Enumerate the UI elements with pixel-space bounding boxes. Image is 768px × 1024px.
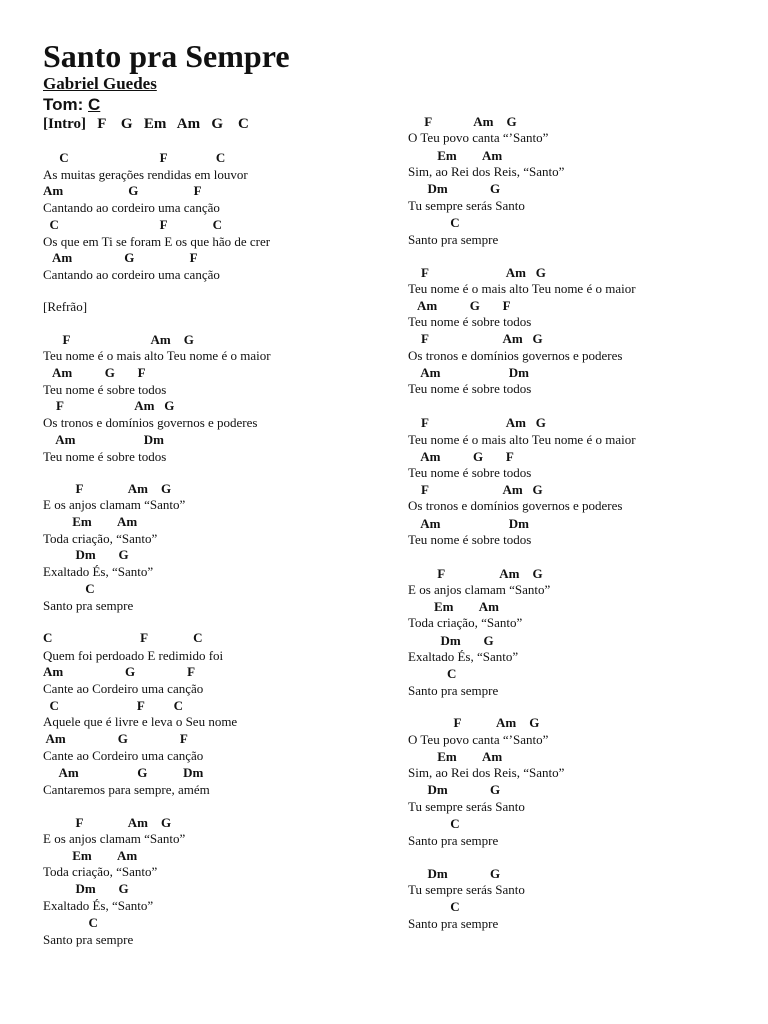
chord-line: Am G F [408,449,514,464]
key-label: Tom: [43,95,89,114]
chord-line: Am G F [43,731,188,746]
lyric-line: Os tronos e domínios governos e poderes [408,498,623,513]
lyric-line: Exaltado És, “Santo” [43,564,154,579]
chord-line: C [408,816,460,831]
chord-line: Dm G [408,782,501,797]
chord-line: C F C [43,150,226,165]
intro-line: [Intro] F G Em Am G C [43,116,249,132]
chord-line: C [408,899,460,914]
lyric-line: E os anjos clamam “Santo” [408,582,551,597]
chord-line: Em Am [408,749,503,764]
chord-line: Em Am [43,848,138,863]
lyric-line: E os anjos clamam “Santo” [43,497,186,512]
chord-line: Dm G [43,547,129,562]
lyric-line: Sim, ao Rei dos Reis, “Santo” [408,164,565,179]
artist-name: Gabriel Guedes [43,74,157,93]
lyric-line: Tu sempre serás Santo [408,198,525,213]
chord-line: F Am G [408,566,543,581]
key-line [43,95,100,115]
lyric-line: Cante ao Cordeiro uma canção [43,748,204,763]
lyric-line: Santo pra sempre [43,932,134,947]
lyric-line: [Refrão] [43,299,88,314]
chord-line: F Am G [408,715,540,730]
chord-line: Am Dm [408,365,529,380]
lyric-line: O Teu povo canta “’Santo” [408,130,549,145]
chord-line: F Am G [408,265,546,280]
lyric-line: Santo pra sempre [408,833,499,848]
chord-line: C [43,915,98,930]
chord-line: Am Dm [408,516,529,531]
lyric-line: Teu nome é o mais alto Teu nome é o maior [408,432,636,447]
chord-line: Am G F [43,250,198,265]
lyric-line: Cantando ao cordeiro uma canção [43,267,220,282]
lyric-line: Toda criação, “Santo” [43,531,158,546]
chord-line: Dm G [408,866,501,881]
lyric-line: Santo pra sempre [408,683,499,698]
lyric-line: E os anjos clamam “Santo” [43,831,186,846]
lyric-line: Cantando ao cordeiro uma canção [43,200,220,215]
chord-line: F Am G [43,481,172,496]
chord-line: F Am G [408,415,546,430]
lyric-line: Os tronos e domínios governos e poderes [43,415,258,430]
lyric-line: Os tronos e domínios governos e poderes [408,348,623,363]
chord-line: Am G F [408,298,511,313]
lyric-line: O Teu povo canta “’Santo” [408,732,549,747]
chord-line: Em Am [408,599,499,614]
chord-line: C [43,581,95,596]
chord-line: Am G Dm [43,765,204,780]
chord-line: Am G F [43,365,146,380]
lyric-line: Aquele que é livre e leva o Seu nome [43,714,238,729]
lyric-line: Sim, ao Rei dos Reis, “Santo” [408,765,565,780]
chord-line: F Am G [43,332,194,347]
chord-line: Dm G [408,181,501,196]
lyric-line: Teu nome é o mais alto Teu nome é o maior [43,348,271,363]
lyric-line: Teu nome é sobre todos [43,382,167,397]
lyric-line: Toda criação, “Santo” [408,615,523,630]
chord-line: F Am G [43,398,175,413]
chord-line: C F C [43,630,203,645]
chord-line: Em Am [43,514,138,529]
chord-line: F Am G [408,482,543,497]
chord-line: C [408,215,460,230]
lyric-line: Santo pra sempre [408,916,499,931]
chord-line: Am G F [43,664,196,679]
lyric-line: Cante ao Cordeiro uma canção [43,681,204,696]
lyric-line: Exaltado És, “Santo” [408,649,519,664]
lyric-line: Teu nome é sobre todos [408,465,532,480]
chord-line: C F C [43,698,183,713]
lyric-line: Tu sempre serás Santo [408,799,525,814]
lyric-line: As muitas gerações rendidas em louvor [43,167,248,182]
chord-line: Em Am [408,148,503,163]
lyric-line: Teu nome é sobre todos [408,532,532,547]
lyric-line: Os que em Ti se foram E os que hão de crer [43,234,271,249]
song-title: Santo pra Sempre [43,38,290,74]
chord-line: Am Dm [43,432,164,447]
lyric-line: Teu nome é o mais alto Teu nome é o maior [408,281,636,296]
chord-line: F Am G [43,815,172,830]
lyric-line: Teu nome é sobre todos [408,314,532,329]
chord-line: F Am G [408,114,517,129]
lyric-line: Exaltado És, “Santo” [43,898,154,913]
key-value: C [88,95,101,114]
lyric-line: Tu sempre serás Santo [408,882,525,897]
lyric-line: Cantaremos para sempre, amém [43,782,210,797]
chord-line: Dm G [408,633,494,648]
chord-line: Dm G [43,881,129,896]
chord-line: C [408,666,457,681]
lyric-line: Santo pra sempre [43,598,134,613]
lyric-line: Toda criação, “Santo” [43,864,158,879]
lyric-line: Quem foi perdoado E redimido foi [43,648,224,663]
lyric-line: Santo pra sempre [408,232,499,247]
chord-line: C F C [43,217,222,232]
lyric-line: Teu nome é sobre todos [408,381,532,396]
chord-line: F Am G [408,331,543,346]
chord-line: Am G F [43,183,202,198]
lyric-line: Teu nome é sobre todos [43,449,167,464]
